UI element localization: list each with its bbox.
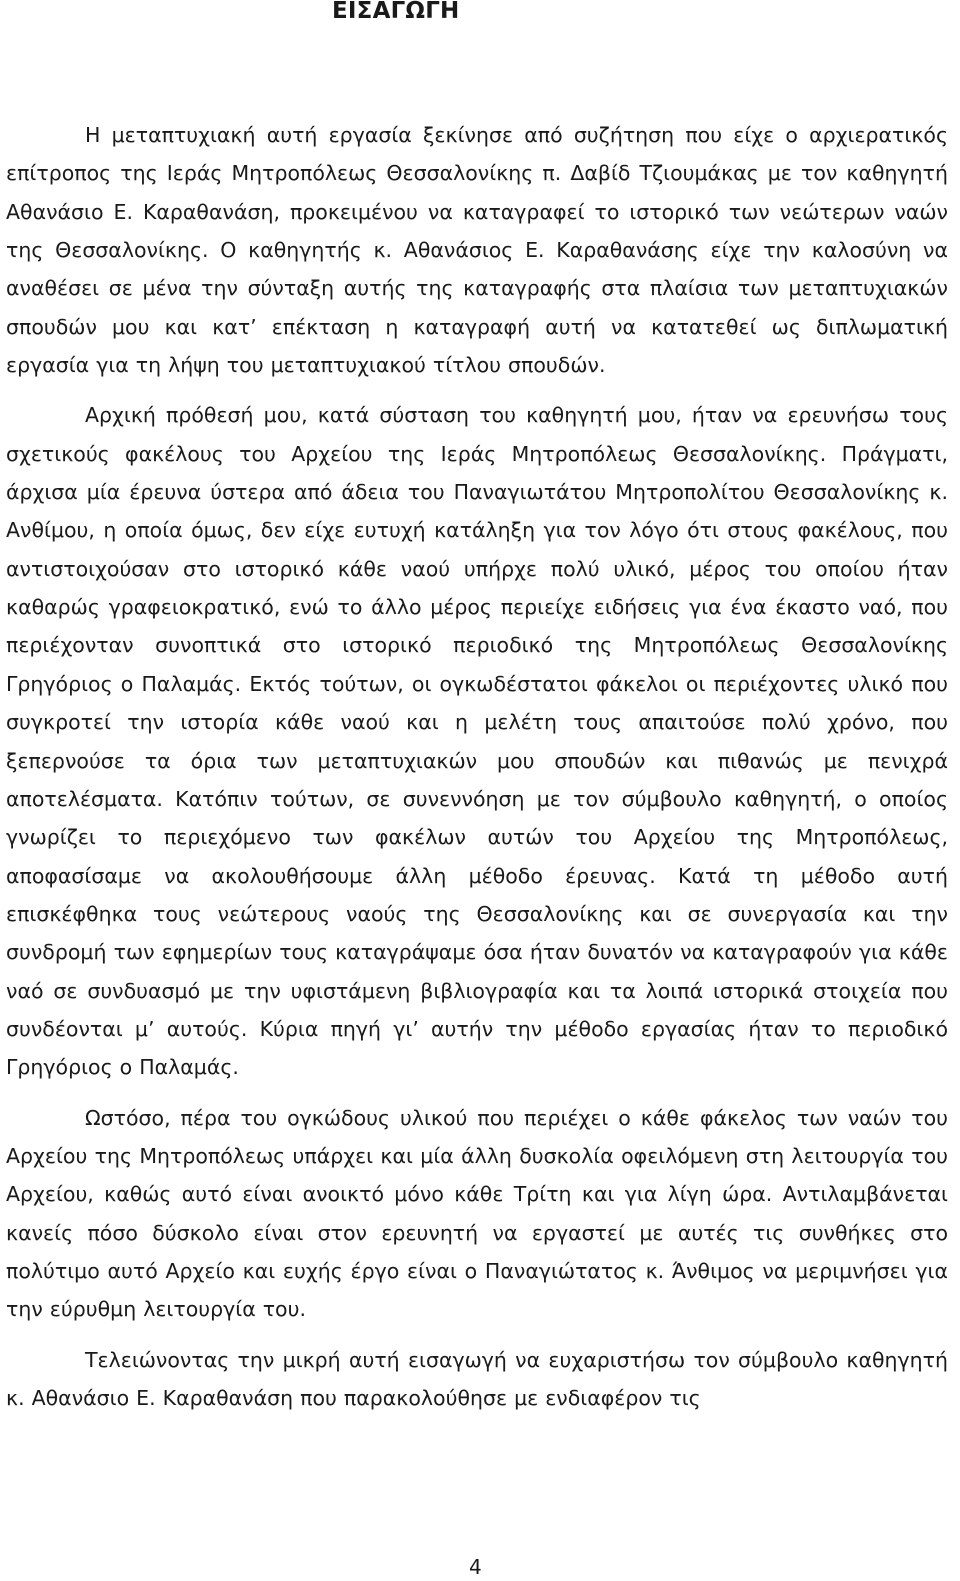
paragraph-research-method: Αρχική πρόθεσή μου, κατά σύσταση του καθηγητή μου, ήταν να ερευνήσω τους σχετικούς φακέλους του Αρχείου της Ιεράς Μητροπόλεως Θεσσαλονίκης. Πράγματι, άρχισα μία έρευνα ύστερα από άδεια του Παναγιωτάτου Μητροπολίτου Θεσσαλονίκης κ. Ανθίμου, η οποία όμως, δεν είχε ευτυχή κατάληξη για τον λόγο ότι στους φακέλους, που αντιστοιχούσαν στο ιστορικό κάθε ναού υπήρχε πολύ υλικό, μέρος του οποίου ήταν καθαρώς γραφειοκρατικό, ενώ το άλλο μέρος περιείχε ειδήσεις για ένα έκαστο ναό, που περιέχονταν συνοπτικά στο ιστορικό περιοδικό της Μητροπόλεως Θεσσαλονίκης Γρηγόριος ο Παλαμάς. Εκτός τούτων, οι ογκωδέστατοι φάκελοι οι περιέχοντες υλικό που συγκροτεί την ιστορία κάθε ναού και η μελέτη τους απαιτούσε πολύ χρόνο, που ξεπερνούσε τα όρια των μεταπτυχιακών μου σπουδών και πιθανώς με πενιχρά αποτελέσματα. Κατόπιν τούτων, σε συνεννόηση με τον σύμβουλο καθηγητή, ο οποίος γνωρίζει το περιεχόμενο των φακέλων αυτών του Αρχείου της Μητροπόλεως, αποφασίσαμε να ακολουθήσουμε άλλη μέθοδο έρευνας. Κατά τη μέθοδο αυτή επισκέφθηκα τους νεώτερους ναούς της Θεσσαλονίκης και σε συνεργασία και την συνδρομή των εφημερίων τους καταγράψαμε όσα ήταν δυνατόν να καταγραφούν για κάθε ναό σε συνδυασμό με την υφιστάμενη βιβλιογραφία και τα λοιπά ιστορικά στοιχεία που συνδέονται μ’ αυτούς. Κύρια πηγή γι’ αυτήν την μέθοδο εργασίας ήταν το περιοδικό Γρηγόριος ο Παλαμάς.	[6, 403, 948, 1080]
body-text	[6, 116, 948, 1417]
paragraph-archive-difficulty: Ωστόσο, πέρα του ογκώδους υλικού που περιέχει ο κάθε φάκελος των ναών του Αρχείου της Μητροπόλεως υπάρχει και μία άλλη δυσκολία οφειλόμενη στη λειτουργία του Αρχείου, καθώς αυτό είναι ανοικτό μόνο κάθε Τρίτη και για λίγη ώρα. Αντιλαμβάνεται κανείς πόσο δύσκολο είναι στον ερευνητή να εργαστεί με αυτές τις συνθήκες στο πολύτιμο αυτό Αρχείο και ευχής έργο είναι ο Παναγιώτατος κ. Άνθιμος να μεριμνήσει για την εύρυθμη λειτουργία του.	[6, 1105, 948, 1322]
paragraph-intro: Η μεταπτυχιακή αυτή εργασία ξεκίνησε από συζήτηση που είχε ο αρχιερατικός επίτροπος της Ιεράς Μητροπόλεως Θεσσαλονίκης π. Δαβίδ Τζιουμάκας με τον καθηγητή Αθανάσιο Ε. Καραθανάση, προκειμένου να καταγραφεί το ιστορικό των νεώτερων ναών της Θεσσαλονίκης. Ο καθηγητής κ. Αθανάσιος Ε. Καραθανάσης είχε την καλοσύνη να αναθέσει σε μένα την σύνταξη αυτής της καταγραφής στα πλαίσια των μεταπτυχιακών σπουδών μου και κατ’ επέκταση η καταγραφή αυτή να κατατεθεί ως διπλωματική εργασία για τη λήψη του μεταπτυχιακού τίτλου σπουδών.	[6, 123, 948, 378]
page-title: ΕΙΣΑΓΩΓΗ	[332, 0, 460, 24]
page-number: 4	[469, 1555, 482, 1579]
paragraph-acknowledgement: Τελειώνοντας την μικρή αυτή εισαγωγή να ευχαριστήσω τον σύμβουλο καθηγητή κ. Αθανάσιο Ε. Καραθανάση που παρακολούθησε με ενδιαφέρον τις	[6, 1347, 948, 1410]
